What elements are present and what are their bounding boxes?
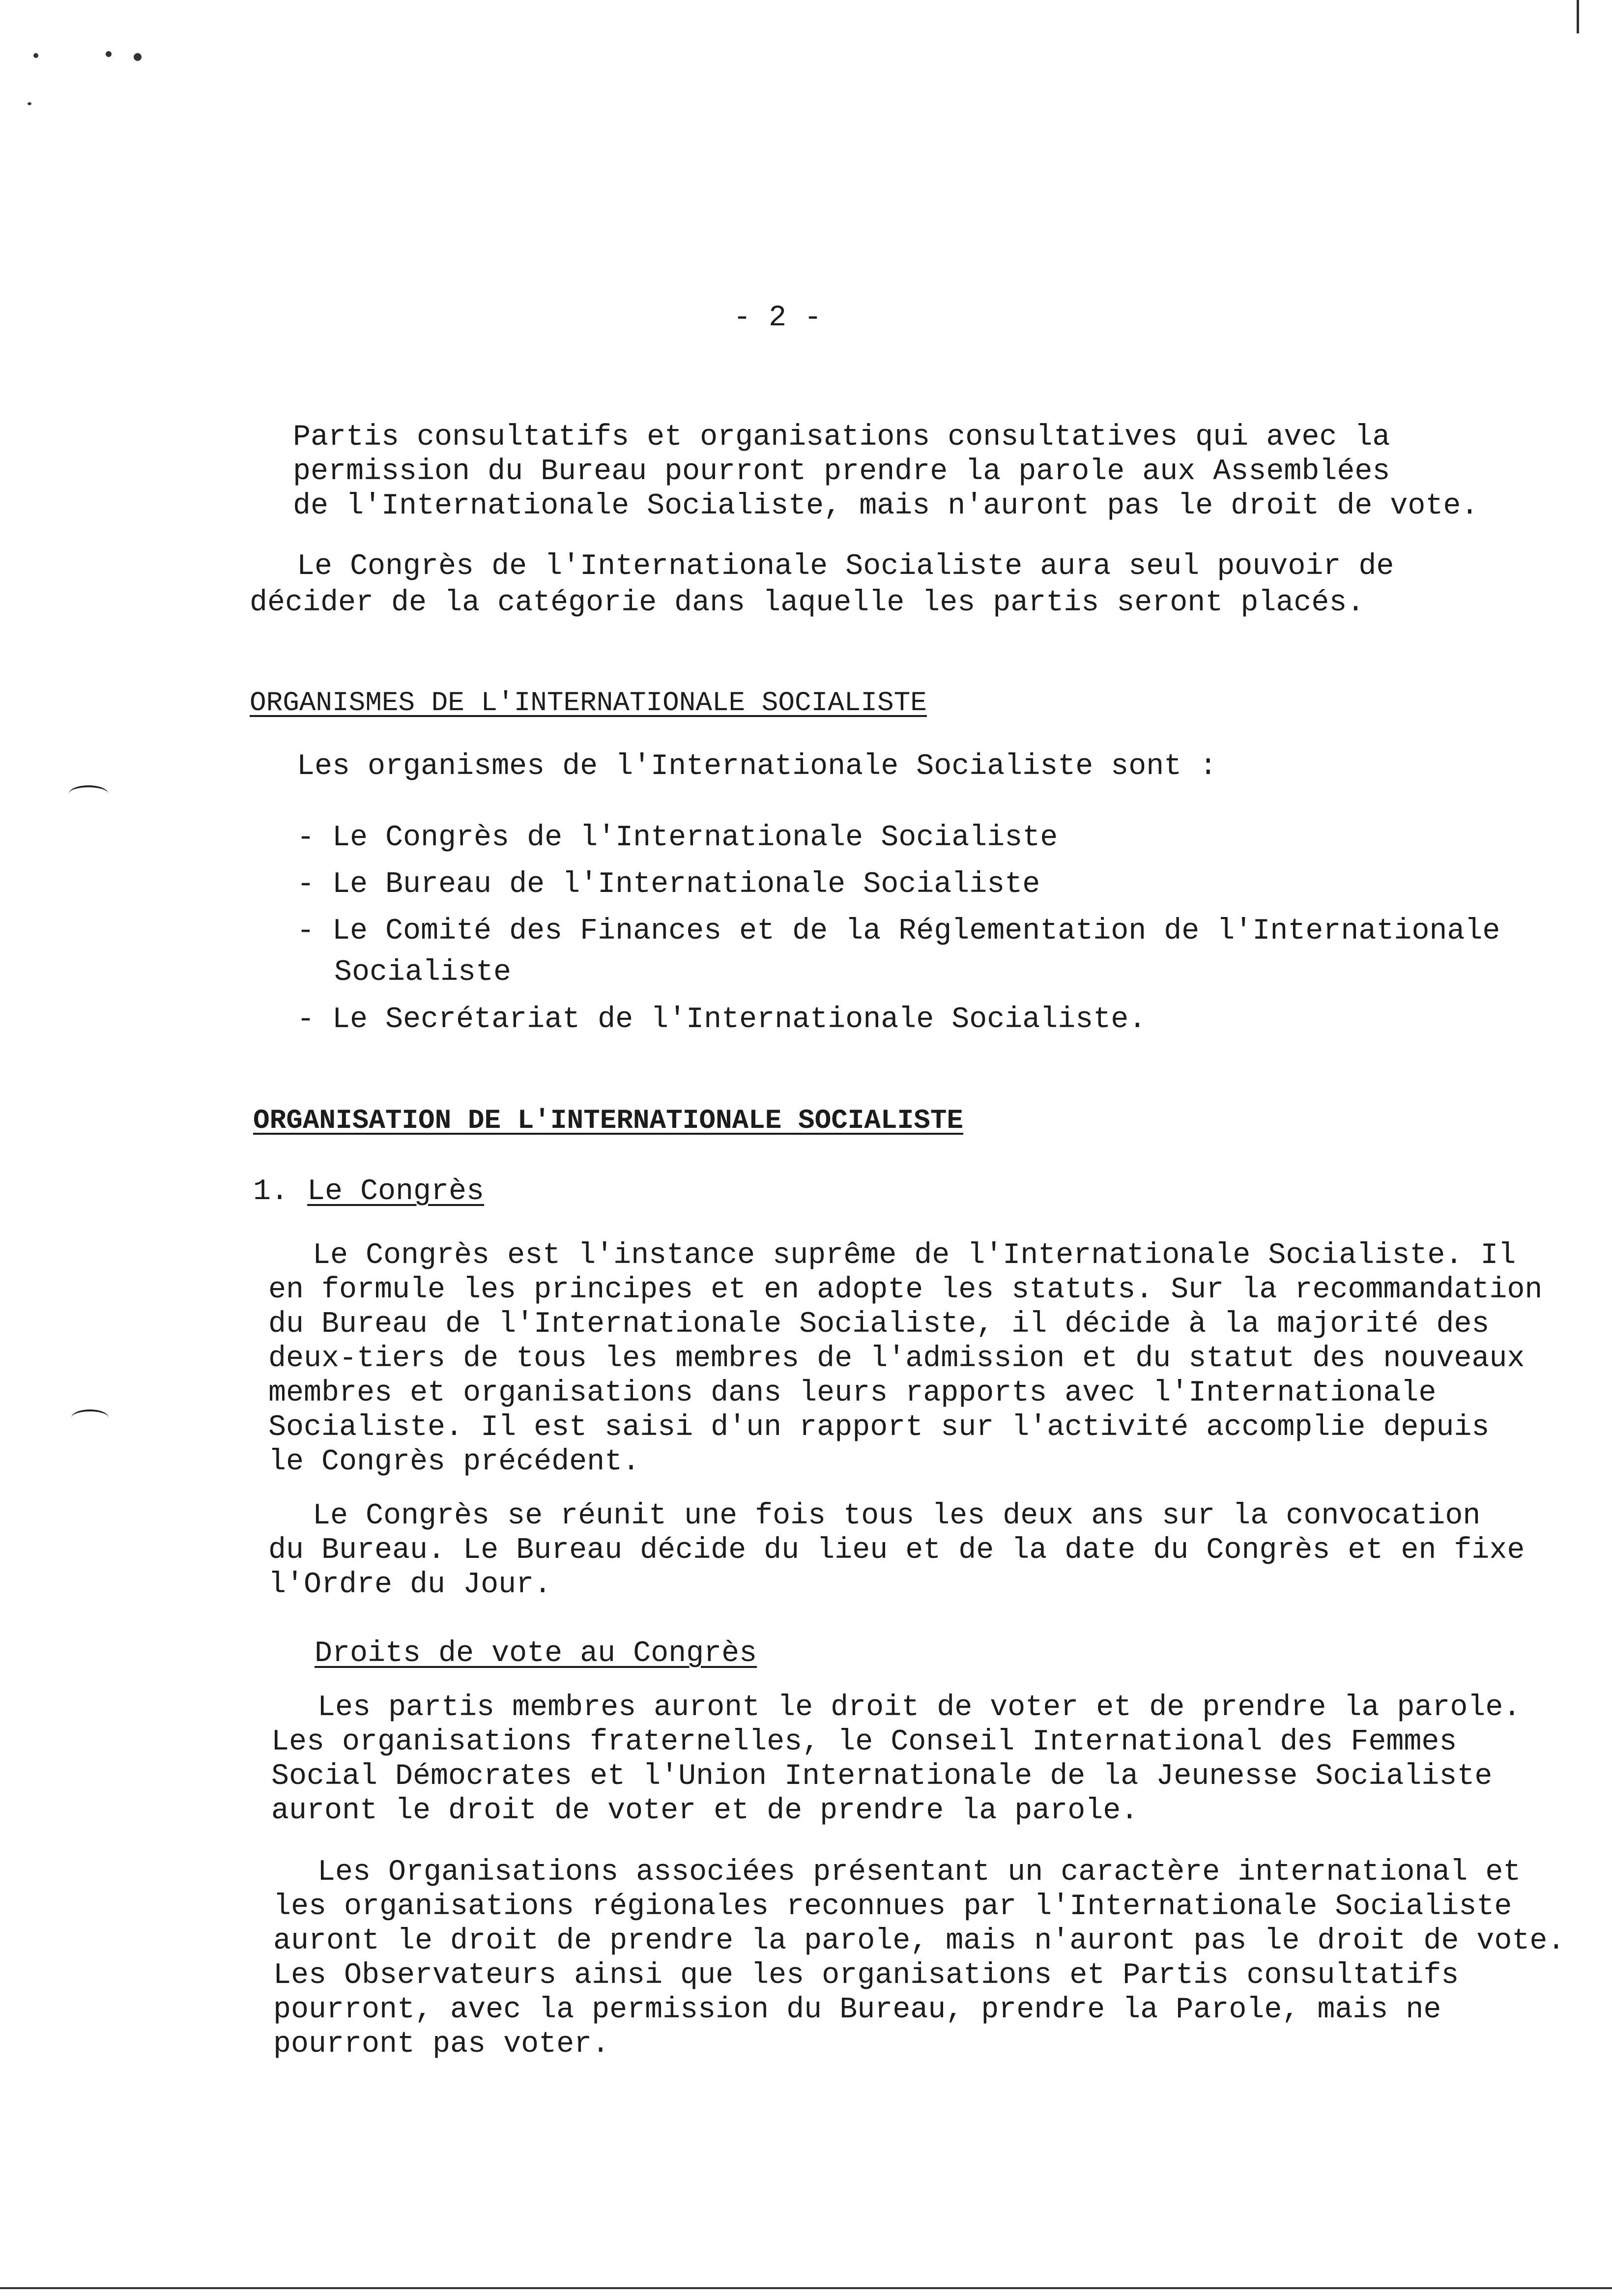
scan-speck — [106, 51, 112, 57]
organismes-item-1: - Le Congrès de l'Internationale Socialiste — [297, 821, 1058, 855]
section-1-p4-line-4: Les Observateurs ainsi que les organisations et Partis consultatifs — [273, 1959, 1459, 1992]
section-1-p3-line-4: auront le droit de voter et de prendre la parole. — [271, 1794, 1139, 1828]
section-1-p1-line-3: du Bureau de l'Internationale Socialiste, il décide à la majorité des — [268, 1308, 1490, 1341]
scan-edge-line — [1577, 0, 1579, 33]
voting-rights-subheading: Droits de vote au Congrès — [315, 1637, 757, 1670]
section-1-p1-line-6: Socialiste. Il est saisi d'un rapport sur l'activité accomplie depuis — [268, 1411, 1490, 1444]
section-1-p2-line-2: du Bureau. Le Bureau décide du lieu et de la date du Congrès et en fixe — [268, 1534, 1525, 1567]
congress-line-2: décider de la catégorie dans laquelle les partis seront placés. — [250, 586, 1365, 620]
section-1-p2-line-3: l'Ordre du Jour. — [268, 1568, 552, 1602]
section-1-title: Le Congrès — [307, 1175, 485, 1208]
intro-line-3: de l'Internationale Socialiste, mais n'auront pas le droit de vote. — [293, 489, 1479, 523]
scan-speck — [28, 102, 31, 105]
organismes-item-4: - Le Secrétariat de l'Internationale Socialiste. — [297, 1003, 1147, 1036]
margin-mark — [69, 785, 108, 802]
margin-mark — [71, 1409, 109, 1426]
section-1-p1-line-7: le Congrès précédent. — [268, 1445, 640, 1479]
section-1-p4-line-1: Les Organisations associées présentant un caractère international et — [317, 1856, 1521, 1889]
section-1-p3-line-3: Social Démocrates et l'Union Internationale de la Jeunesse Socialiste — [271, 1760, 1493, 1793]
section-1-p2-line-1: Le Congrès se réunit une fois tous les deux ans sur la convocation — [313, 1499, 1481, 1533]
section-1-p1-line-1: Le Congrès est l'instance suprême de l'Internationale Socialiste. Il — [313, 1239, 1516, 1272]
intro-line-2: permission du Bureau pourront prendre la parole aux Assemblées — [293, 455, 1390, 488]
intro-line-1: Partis consultatifs et organisations consultatives qui avec la — [293, 421, 1390, 454]
scan-speck — [134, 53, 142, 61]
page-number: - 2 - — [733, 301, 822, 335]
section-1-p1-line-2: en formule les principes et en adopte les statuts. Sur la recommandation — [268, 1273, 1543, 1307]
scan-speck — [33, 53, 38, 58]
section-1-p3-line-1: Les partis membres auront le droit de voter et de prendre la parole. — [317, 1691, 1521, 1724]
organismes-item-2: - Le Bureau de l'Internationale Socialiste — [297, 868, 1040, 901]
scan-bottom-line — [0, 2287, 1612, 2289]
section-1-p4-line-2: les organisations régionales reconnues par l'Internationale Socialiste — [273, 1890, 1512, 1923]
organismes-heading: ORGANISMES DE L'INTERNATIONALE SOCIALISTE — [250, 687, 927, 718]
congress-line-1: Le Congrès de l'Internationale Socialiste aura seul pouvoir de — [297, 550, 1394, 583]
organismes-item-3-cont: Socialiste — [334, 956, 512, 989]
section-1-p4-line-5: pourront, avec la permission du Bureau, prendre la Parole, mais ne — [273, 1993, 1441, 2027]
section-1-p4-line-6: pourront pas voter. — [273, 2028, 610, 2061]
section-1-p1-line-5: membres et organisations dans leurs rapports avec l'Internationale — [268, 1377, 1437, 1410]
section-1-p4-line-3: auront le droit de prendre la parole, mais n'auront pas le droit de vote. — [273, 1924, 1565, 1958]
section-1-p1-line-4: deux-tiers de tous les membres de l'admission et du statut des nouveaux — [268, 1342, 1525, 1376]
organisation-heading: ORGANISATION DE L'INTERNATIONALE SOCIALISTE — [253, 1105, 964, 1136]
section-1-p3-line-2: Les organisations fraternelles, le Conseil International des Femmes — [271, 1725, 1457, 1759]
organismes-item-3: - Le Comité des Finances et de la Réglementation de l'Internationale — [297, 915, 1500, 948]
section-1-number: 1. — [253, 1175, 289, 1208]
organismes-lead: Les organismes de l'Internationale Socialiste sont : — [297, 750, 1217, 783]
